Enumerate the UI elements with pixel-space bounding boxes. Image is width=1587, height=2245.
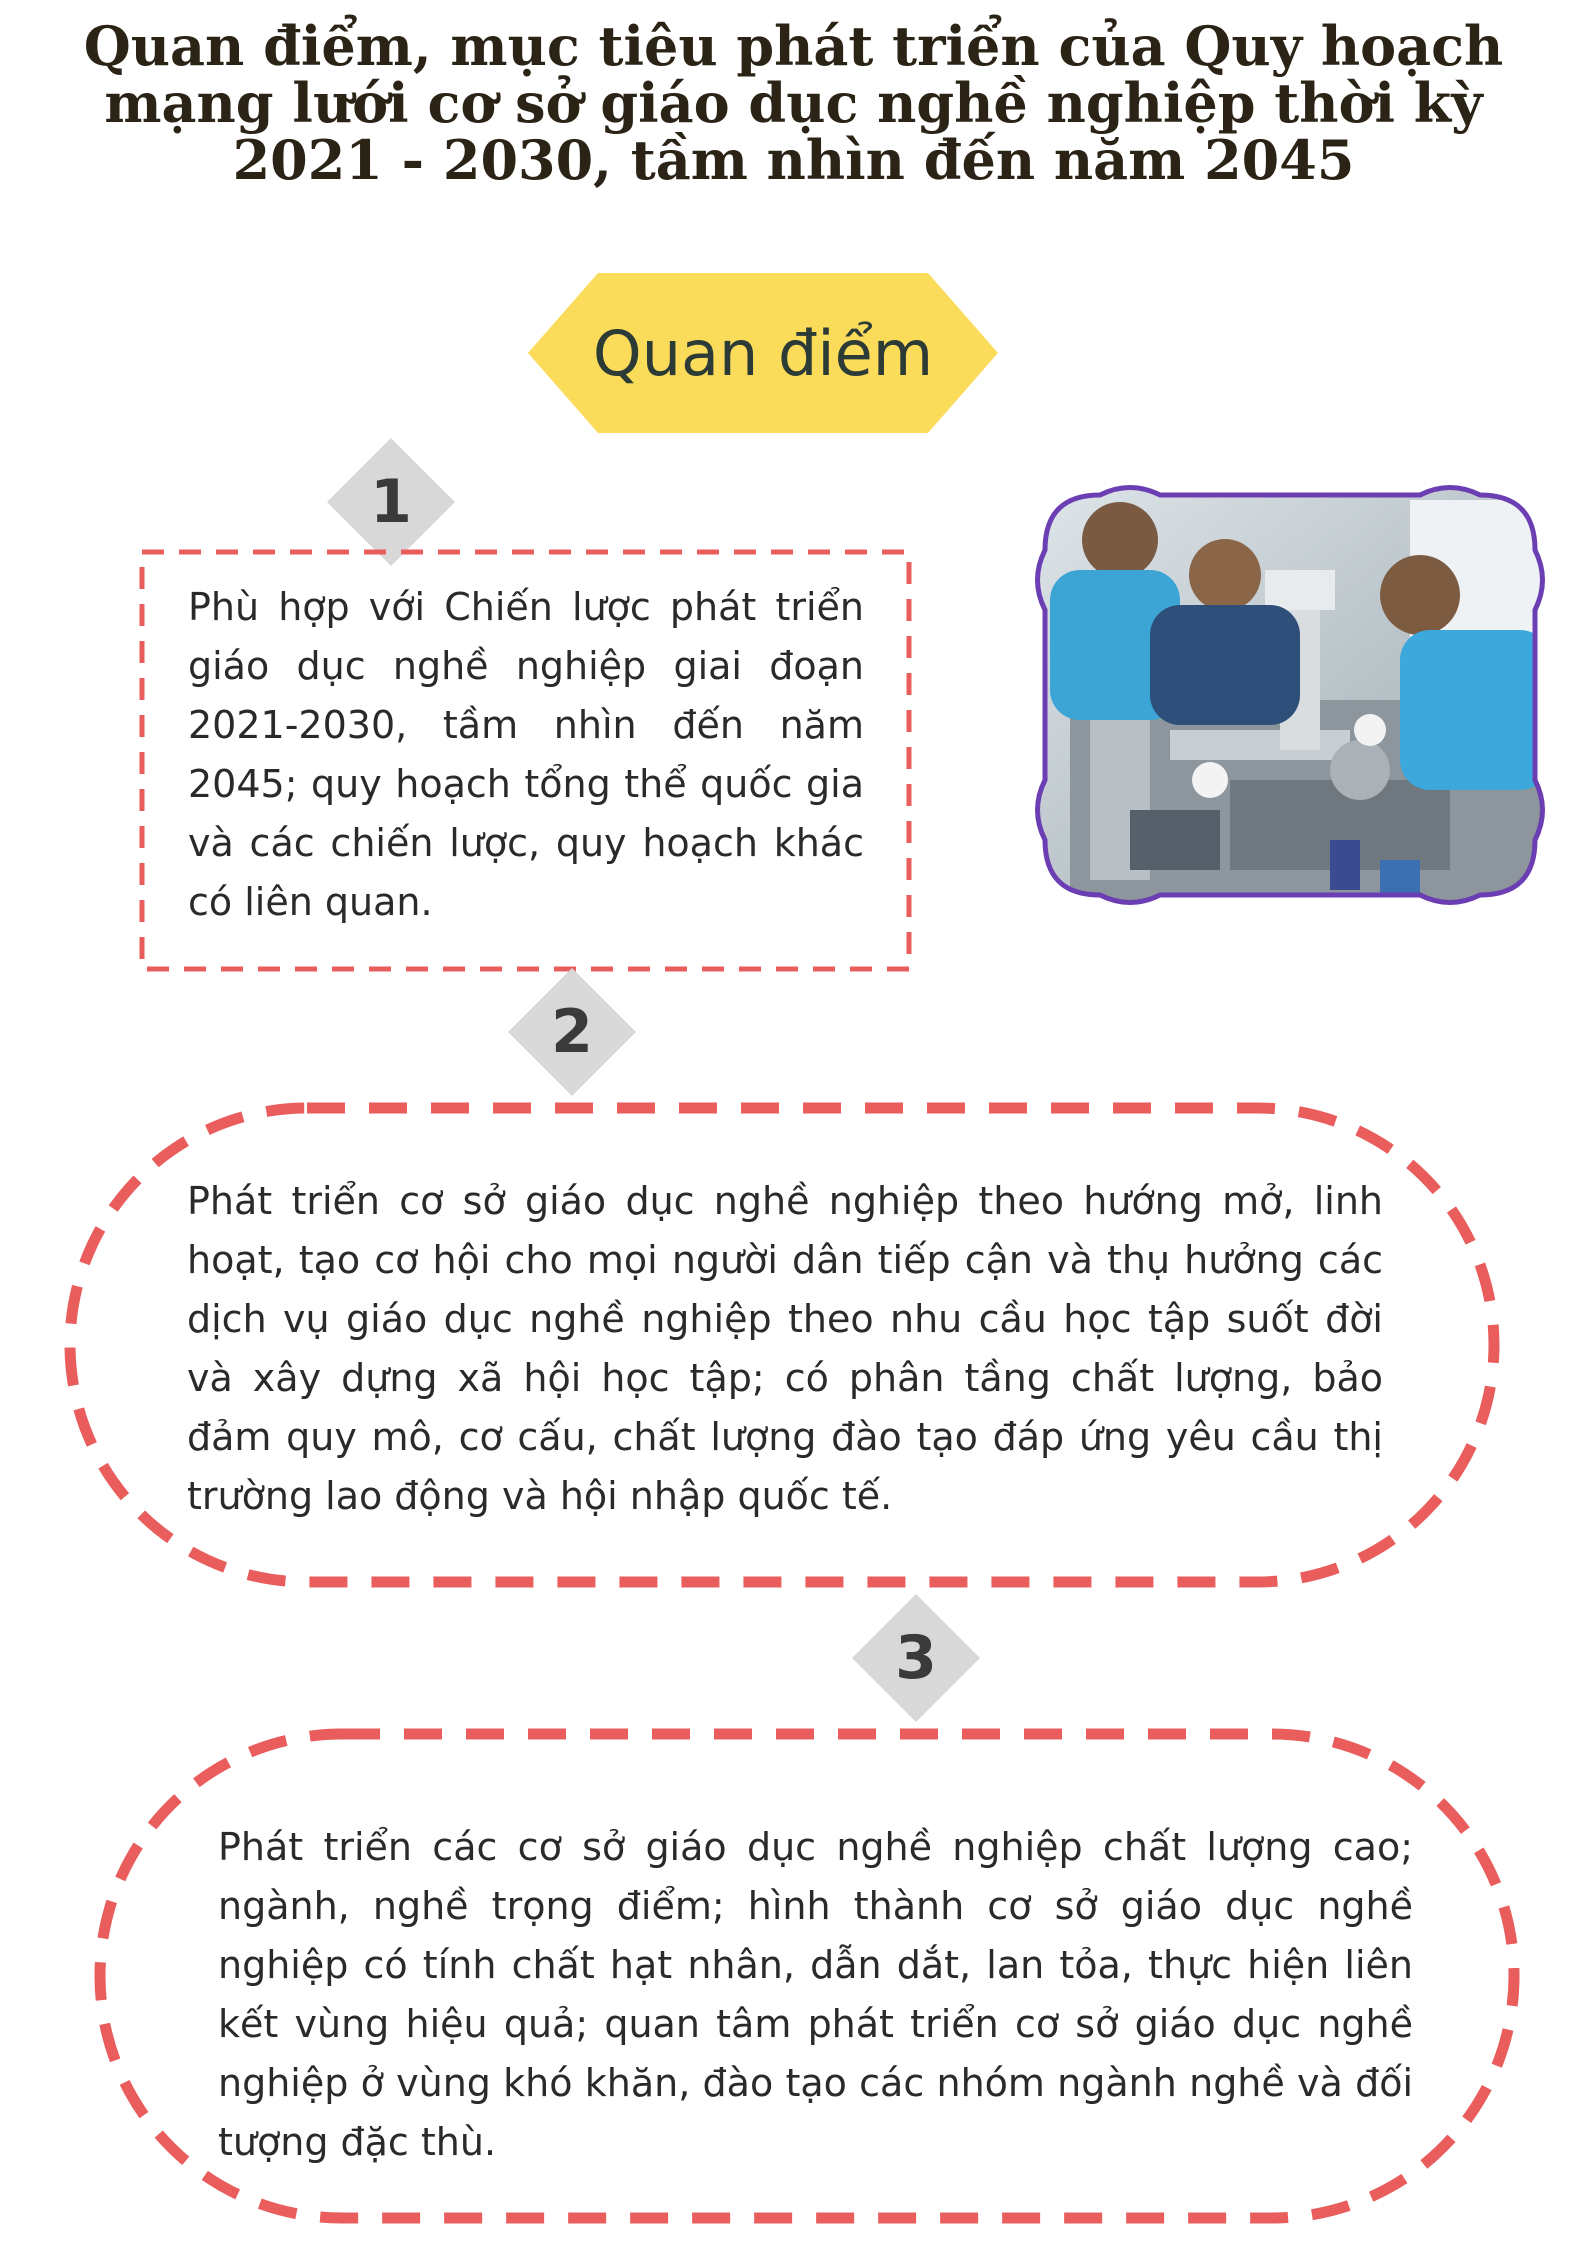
section-title: Quan điểm: [592, 316, 934, 390]
item-1-text: Phù hợp với Chiến lược phát triển giáo dục nghề nghiệp giai đoạn 2021-2030, tầm nhìn đến năm 2045; quy hoạch tổng thể quốc gia và các chiến lược, quy hoạch khác có liên quan.: [188, 585, 864, 924]
number-badge-3: [850, 1592, 982, 1724]
item-2-text: Phát triển cơ sở giáo dục nghề nghiệp theo hướng mở, linh hoạt, tạo cơ hội cho mọi người dân tiếp cận và thụ hưởng các dịch vụ giáo dục nghề nghiệp theo nhu cầu học tập suốt đời và xây dựng xã hội học tập; có phân tầng chất lượng, bảo đảm quy mô, cơ cấu, chất lượng đào tạo đáp ứng yêu cầu thị trường lao động và hội nhập quốc tế.: [187, 1179, 1383, 1518]
number-label: 1: [370, 467, 412, 537]
item-3-text: Phát triển các cơ sở giáo dục nghề nghiệp chất lượng cao; ngành, nghề trọng điểm; hình thành cơ sở giáo dục nghề nghiệp có tính chất hạt nhân, dẫn dắt, lan tỏa, thực hiện liên kết vùng hiệu quả; quan tâm phát triển cơ sở giáo dục nghề nghiệp ở vùng khó khăn, đào tạo các nhóm ngành nghề và đối tượng đặc thù.: [218, 1825, 1413, 2164]
number-label: 3: [895, 1623, 937, 1693]
section-banner: [528, 273, 998, 433]
workshop-photo: [1030, 480, 1550, 910]
number-badge-2: [506, 966, 638, 1098]
number-label: 2: [551, 997, 593, 1067]
page-title: Quan điểm, mục tiêu phát triển của Quy hoạch mạng lưới cơ sở giáo dục nghề nghiệp thời kỳ 2021 - 2030, tầm nhìn đến năm 2045: [83, 14, 1504, 192]
